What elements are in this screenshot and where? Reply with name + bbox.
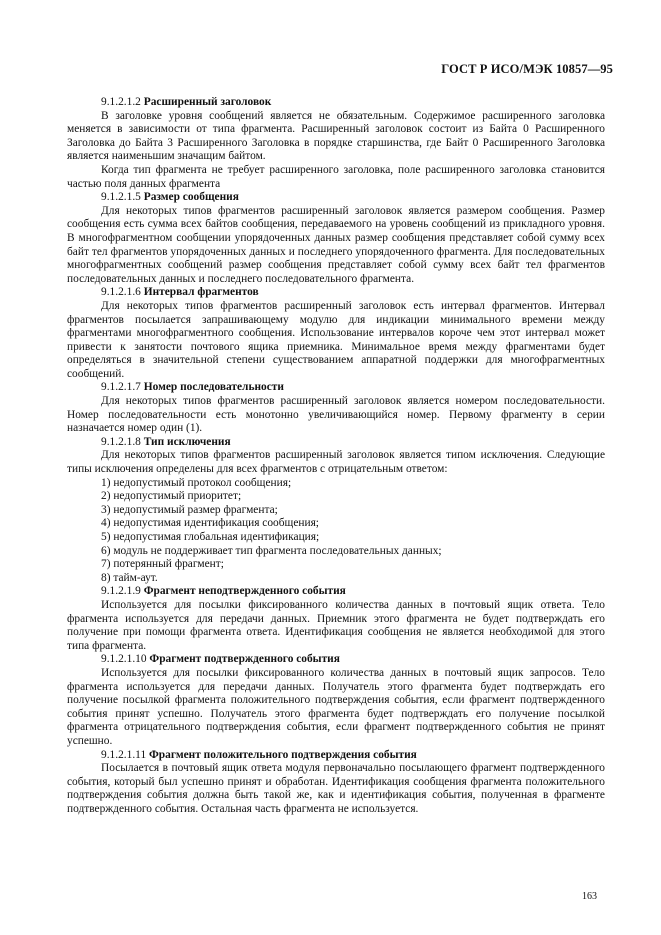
section-heading [67, 286, 605, 300]
paragraph: Для некоторых типов фрагментов расширенный заголовок является размером сообщения. Размер сообщения есть сумма всех байтов сообщения, передаваемого на уровень сообщений из прикладного уровня. В многофрагментном сообщении упорядоченных данных размер сообщения представляет собой сумму всех байт тел фрагментов упорядоченных данных и последнего упорядоченного фрагмента. Для последовательных многофрагментных сообщений размер сообщения представляет собой сумму всех байт тел фрагментов последовательных данных и последнего последовательного фрагмента. [67, 204, 605, 285]
paragraph: Посылается в почтовый ящик ответа модуля первоначально посылающего фрагмент подтвержденного события, который был успешно принят и обработан. Идентификация сообщения фрагмента положительного подтверждения события должна быть такой же, как и идентификация события, полученная в фрагменте подтвержденного события. Остальная часть фрагмента не используется. [67, 762, 605, 815]
section-heading [67, 191, 605, 205]
section-number: 9.1.2.1.9 [101, 585, 141, 598]
section-number: 9.1.2.1.10 [101, 653, 147, 666]
paragraph: Используется для посылки фиксированного количества данных в почтовый ящик ответа. Тело фрагмента используется для передачи данных. Приемник этого фрагмента не будет подтверждать его получение при помощи фрагмента ответа. Идентификация сообщения не является необходимой для этого типа фрагмента. [67, 598, 605, 652]
section-heading [67, 749, 605, 763]
list-item: 6) модуль не поддерживает тип фрагмента последовательных данных; [101, 544, 442, 557]
section-number: 9.1.2.1.2 [101, 96, 141, 108]
section-number: 9.1.2.1.8 [101, 435, 141, 448]
section-title: Фрагмент подтвержденного события [149, 653, 340, 666]
list-item: 2) недопустимый приоритет; [101, 490, 242, 503]
section-title: Интервал фрагментов [143, 286, 259, 299]
list-item: 4) недопустимая идентификация сообщения; [101, 517, 319, 530]
document-body [67, 96, 605, 816]
section-heading [67, 96, 605, 110]
page-number: 163 [582, 891, 597, 902]
paragraph: В заголовке уровня сообщений является не обязательным. Содержимое расширенного заголовка меняется в зависимости от типа фрагмента. Расширенный заголовок состоит из Байта 0 Расширенного Заголовка до Байта 3 Расширенного Заголовка в порядке старшинства, где Байт 0 Расширенного Заголовка является наименьшим значащим байтом. [67, 109, 605, 163]
section-title: Расширенный заголовок [143, 96, 272, 108]
list-item: 3) недопустимый размер фрагмента; [101, 503, 278, 516]
standard-header: ГОСТ Р ИСО/МЭК 10857—95 [441, 62, 613, 76]
section-title: Номер последовательности [143, 381, 284, 394]
section-number: 9.1.2.1.7 [101, 381, 141, 394]
paragraph: Когда тип фрагмента не требует расширенного заголовка, поле расширенного заголовка становится частью поля данных фрагмента [67, 163, 605, 190]
paragraph: Для некоторых типов фрагментов расширенный заголовок есть интервал фрагментов. Интервал фрагментов посылается запрашивающему модулю для индикации минимального времени между фрагментами многофрагментного сообщения. Использование интервалов короче чем этот интервал может привести к занятости почтового ящика приемника. Минимальное время между фрагментами будет определяться в значительной степени существованием аппаратной поддержки для многофрагментных сообщений. [67, 299, 605, 380]
section-heading [67, 585, 605, 599]
section-title: Фрагмент неподтвержденного события [143, 585, 346, 598]
section-number: 9.1.2.1.6 [101, 286, 141, 299]
paragraph: Для некоторых типов фрагментов расширенный заголовок является типом исключения. Следующие типы исключения определены для всех фрагментов с отрицательным ответом: [67, 449, 605, 476]
section-number: 9.1.2.1.11 [101, 748, 147, 761]
list-item: 5) недопустимая глобальная идентификация; [101, 531, 320, 543]
section-title: Размер сообщения [143, 191, 239, 204]
section-title: Фрагмент положительного подтверждения события [149, 748, 417, 761]
section-heading [67, 381, 605, 395]
section-title: Тип исключения [143, 435, 231, 448]
section-heading [67, 436, 605, 450]
list-item: 7) потерянный фрагмент; [101, 558, 224, 571]
section-heading [67, 653, 605, 667]
list-item: 1) недопустимый протокол сообщения; [101, 476, 292, 489]
paragraph: Используется для посылки фиксированного количества данных в почтовый ящик запросов. Тело фрагмента используется для передачи данных. Получатель этого фрагмента будет подтверждать его получение посылкой фрагмента положительного подтверждения события, если фрагмент подтвержденного события принят успешно. Получатель этого фрагмента будет подтверждать его получение посылкой фрагмента отрицательного подтверждения события, если фрагмент подтвержденного события не принят успешно. [67, 666, 605, 747]
paragraph: Для некоторых типов фрагментов расширенный заголовок является номером последовательности. Номер последовательности есть монотонно увеличивающийся номер. Первому фрагменту в серии назначается номер один (1). [67, 395, 605, 435]
section-number: 9.1.2.1.5 [101, 191, 141, 204]
list-item: 8) тайм-аут. [101, 571, 158, 584]
